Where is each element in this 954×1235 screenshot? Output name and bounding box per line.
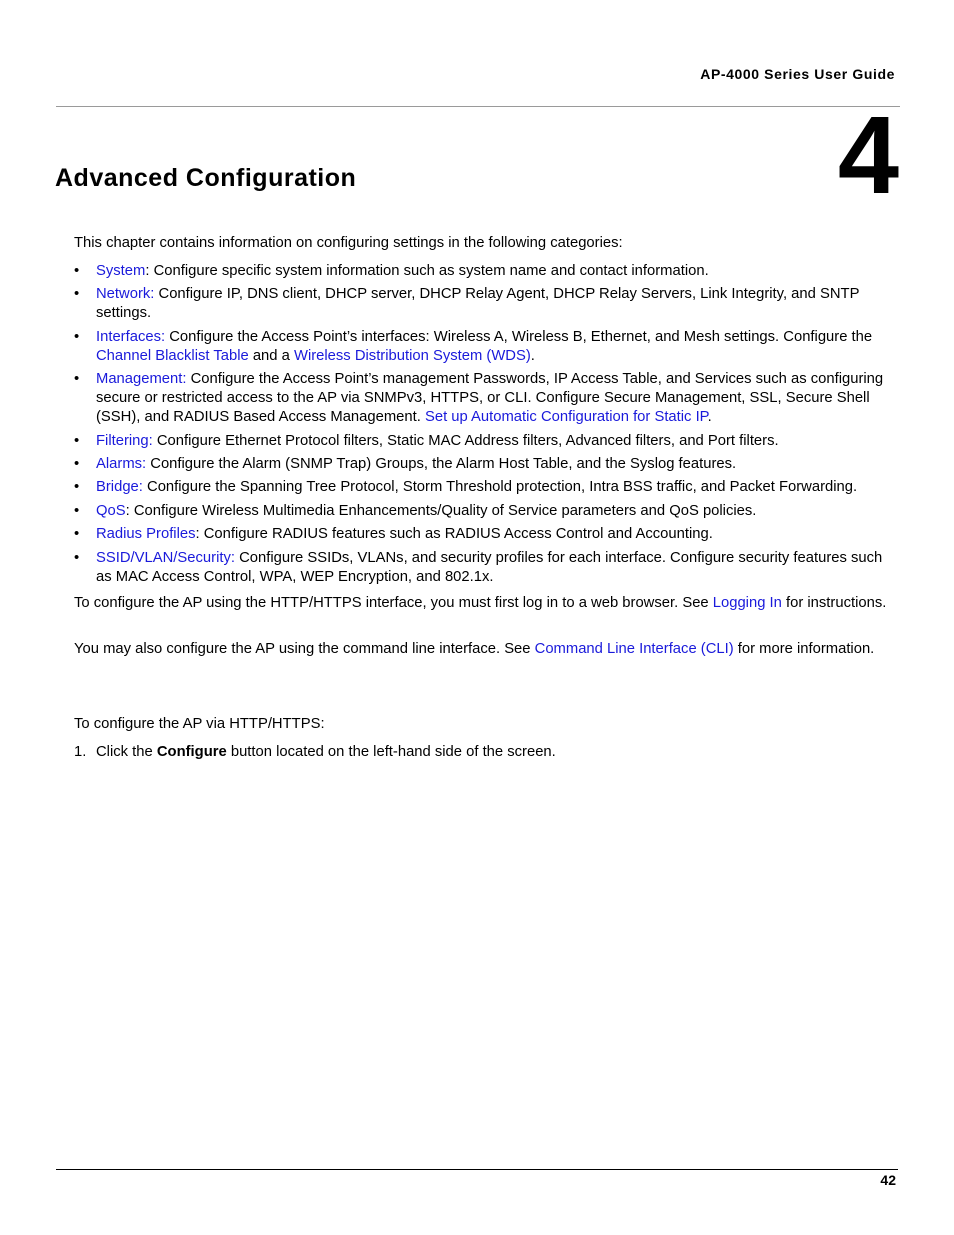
paragraph-text: for instructions. [781,595,887,611]
paragraph-text: You may also configure the AP using the command line interface. See [74,641,535,657]
list-item-text: Configure Ethernet Protocol filters, Static MAC Address filters, Advanced filters, and Port filters. [152,432,779,449]
list-item [74,525,900,544]
footer-rule [56,1169,898,1170]
list-item-text: Configure the Access Point’s management Passwords, IP Access Table, and Services such as configuring secure or restricted access to the AP via SNMPv3, HTTPS, or CLI. Configure Secure Management, SSL, Secure Shell (SSH), and RADIUS Based Access Management. [96,371,884,426]
logging-in-link[interactable]: Logging In [712,595,782,611]
list-item [74,502,900,521]
http-paragraph [74,594,900,613]
procedure-step [74,743,556,762]
list-item-text: and a [248,347,294,364]
filtering-link[interactable]: Filtering: [96,432,153,449]
step-text: Click the [96,744,157,760]
list-item-text: : Configure specific system information such as system name and contact information. [145,263,709,279]
cli-link[interactable]: Command Line Interface (CLI) [534,641,734,657]
list-item-text: Configure the Alarm (SNMP Trap) Groups, the Alarm Host Table, and the Syslog features. [146,455,737,472]
cli-paragraph [74,640,900,659]
list-item [74,262,900,281]
alarms-link[interactable]: Alarms: [96,455,147,472]
list-item [74,328,900,366]
list-item-text: : Configure RADIUS features such as RADIUS Access Control and Accounting. [195,526,713,543]
ssid-vlan-security-link[interactable]: SSID/VLAN/Security: [96,549,235,566]
bullet: • [74,286,80,303]
list-item [74,478,900,497]
bullet: • [74,432,80,449]
list-item [74,455,900,474]
network-link[interactable]: Network: [96,286,155,303]
channel-blacklist-link[interactable]: Channel Blacklist Table [96,347,249,364]
page-number: 42 [880,1172,896,1188]
bullet: • [74,479,80,496]
procedure-intro: To configure the AP via HTTP/HTTPS: [74,716,325,732]
header-rule [56,106,900,107]
bullet: • [74,263,80,279]
bullet: • [74,455,80,472]
running-header: AP-4000 Series User Guide [700,66,895,82]
list-item [74,432,900,451]
bullet: • [74,328,80,345]
paragraph-text: for more information. [733,641,875,657]
automatic-config-link[interactable]: Set up Automatic Configuration for Static IP [424,409,708,426]
list-item [74,285,900,323]
radius-profiles-link[interactable]: Radius Profiles [96,526,196,543]
step-text: button located on the left-hand side of the screen. [226,744,556,760]
list-item [74,370,900,427]
list-item [74,549,900,587]
interfaces-link[interactable]: Interfaces: [96,328,166,345]
step-number: 1. [74,744,87,760]
qos-link[interactable]: QoS [96,502,126,519]
list-item-text: . [707,409,712,426]
bridge-link[interactable]: Bridge: [96,479,143,496]
list-item-text: . [530,347,535,364]
system-link[interactable]: System [96,263,146,279]
bullet: • [74,549,80,566]
bullet: • [74,526,80,543]
paragraph-text: To configure the AP using the HTTP/HTTPS interface, you must first log in to a web browser. See [74,595,713,611]
list-item-text: Configure IP, DNS client, DHCP server, DHCP Relay Agent, DHCP Relay Servers, Link Integrity, and SNTP settings. [96,286,860,322]
intro-paragraph: This chapter contains information on configuring settings in the following categories: [74,235,623,251]
list-item-text: Configure the Spanning Tree Protocol, Storm Threshold protection, Intra BSS traffic, and Packet Forwarding. [142,479,858,496]
list-item-text: : Configure Wireless Multimedia Enhancements/Quality of Service parameters and QoS policies. [125,502,757,519]
list-item-text: Configure the Access Point’s interfaces: Wireless A, Wireless B, Ethernet, and Mesh settings. Configure the [165,328,873,345]
chapter-number: 4 [837,94,899,217]
management-link[interactable]: Management: [96,371,187,388]
category-list [74,262,900,591]
chapter-title: Advanced Configuration [55,164,357,192]
bullet: • [74,371,80,388]
bullet: • [74,502,80,519]
wds-link[interactable]: Wireless Distribution System (WDS) [293,347,531,364]
step-bold-term: Configure [156,744,227,760]
list-item-text: Configure SSIDs, VLANs, and security profiles for each interface. Configure security features such as MAC Access Control, WPA, WEP Encryption, and 802.1x. [96,549,883,585]
